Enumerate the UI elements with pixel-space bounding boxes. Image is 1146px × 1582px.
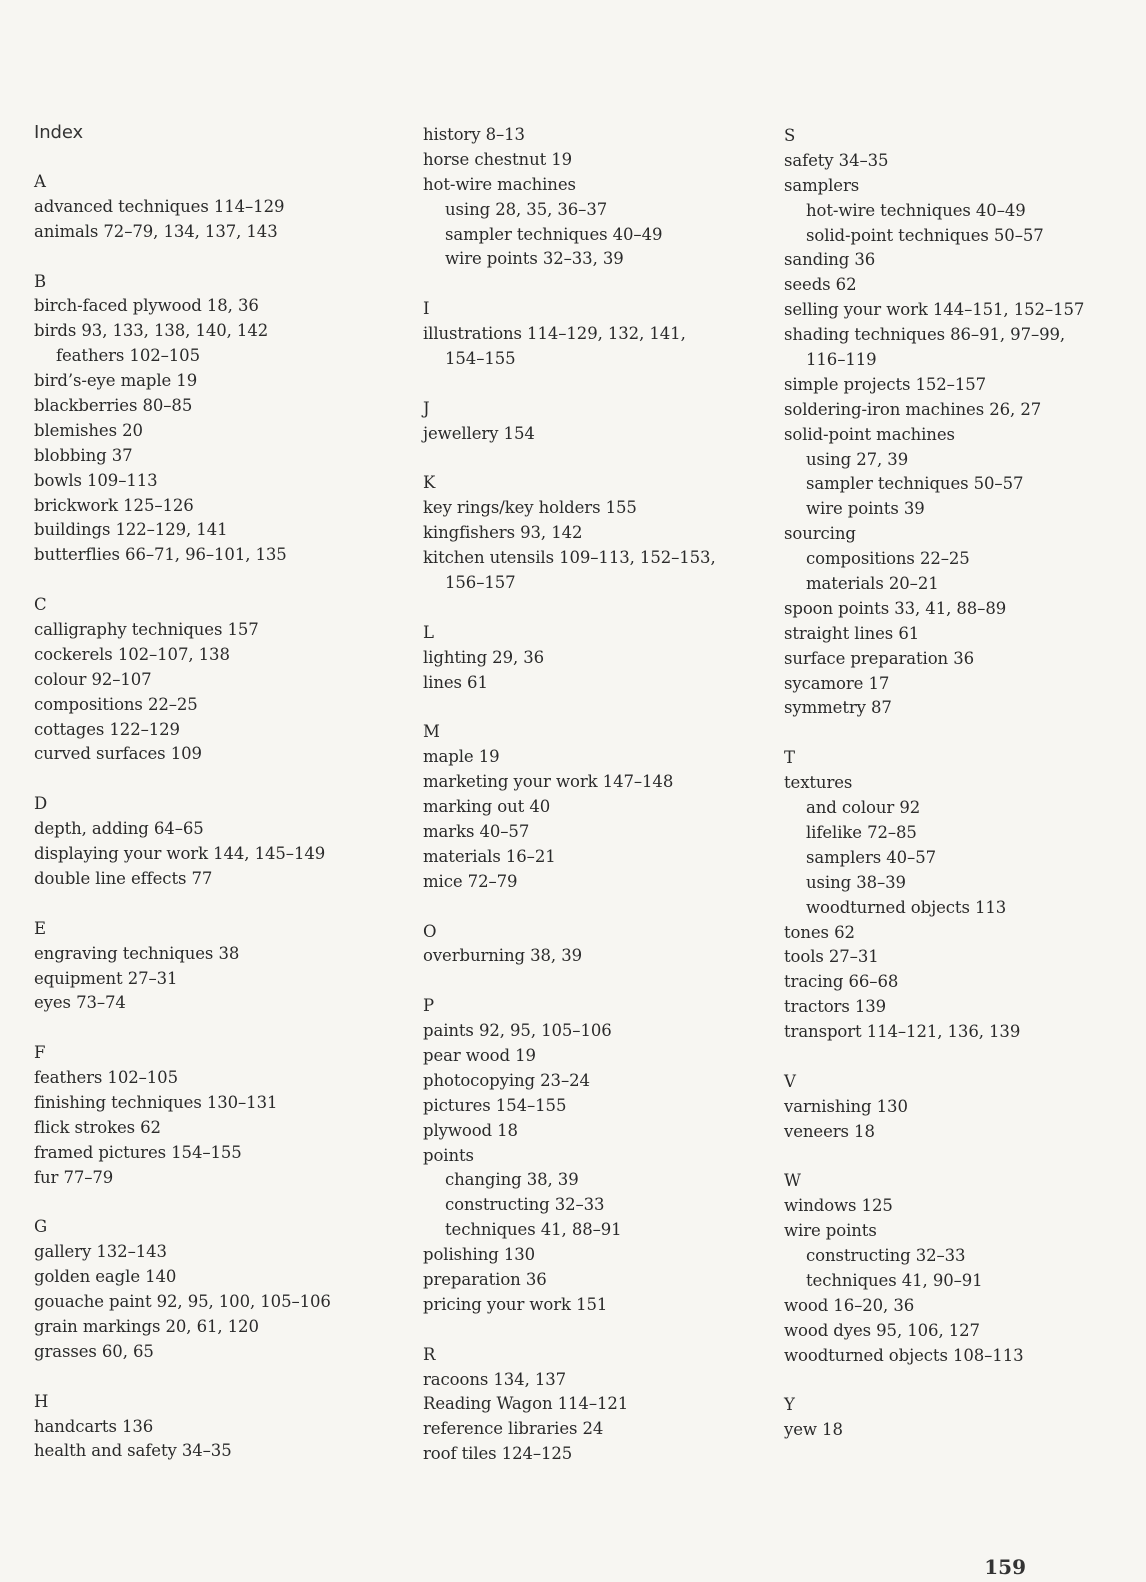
index-subentry: materials 20–21 — [806, 574, 939, 594]
index-entry: depth, adding 64–65 — [34, 819, 204, 839]
index-entry: illustrations 114–129, 132, 141, — [423, 324, 686, 344]
section-letter: L — [423, 622, 434, 642]
index-entry: animals 72–79, 134, 137, 143 — [34, 221, 278, 241]
index-entry: simple projects 152–157 — [784, 374, 987, 394]
index-subentry: sampler techniques 50–57 — [806, 474, 1024, 494]
index-entry: wire points — [784, 1221, 877, 1241]
index-section — [34, 593, 331, 767]
index-entry: jewellery 154 — [423, 423, 535, 443]
section-letter: A — [34, 172, 46, 191]
index-entry: equipment 27–31 — [34, 968, 178, 988]
index-entry: feathers 102–105 — [34, 1068, 178, 1088]
index-subentry: hot-wire techniques 40–49 — [806, 200, 1026, 220]
index-entry: textures — [784, 773, 853, 793]
index-entry: points — [423, 1145, 474, 1165]
index-subentry: using 27, 39 — [806, 449, 909, 469]
index-entry: bowls 109–113 — [34, 470, 158, 490]
index-subentry: wire points 32–33, 39 — [445, 249, 624, 269]
index-section — [784, 1393, 1084, 1443]
index-section — [34, 1215, 331, 1364]
section-letter: O — [423, 921, 437, 941]
index-subentry: lifelike 72–85 — [806, 822, 917, 842]
index-entry: tractors 139 — [784, 997, 887, 1017]
index-entry: health and safety 34–35 — [34, 1441, 232, 1461]
index-entry: seeds 62 — [784, 275, 857, 295]
index-entry: varnishing 130 — [784, 1096, 908, 1116]
index-entry: finishing techniques 130–131 — [34, 1092, 278, 1112]
index-entry: 116–119 — [806, 350, 877, 370]
index-subentry: and colour 92 — [806, 798, 921, 818]
index-entry: materials 16–21 — [423, 846, 556, 866]
section-letter: K — [423, 473, 436, 493]
index-entry: fur 77–79 — [34, 1167, 114, 1187]
section-letter: S — [784, 126, 796, 145]
index-section — [423, 994, 716, 1318]
index-entry: surface preparation 36 — [784, 648, 975, 668]
index-section — [784, 124, 1084, 721]
index-entry: selling your work 144–151, 152–157 — [784, 300, 1085, 320]
index-entry: sourcing — [784, 524, 856, 544]
index-entry: preparation 36 — [423, 1269, 547, 1289]
index-entry: soldering-iron machines 26, 27 — [784, 399, 1042, 419]
index-section — [34, 792, 331, 892]
index-section — [34, 1041, 331, 1190]
index-section — [34, 170, 331, 245]
section-letter: C — [34, 595, 47, 615]
section-letter: E — [34, 918, 46, 938]
index-entry: sanding 36 — [784, 250, 876, 270]
index-entry: eyes 73–74 — [34, 993, 126, 1013]
index-entry: framed pictures 154–155 — [34, 1142, 242, 1162]
index-entry: sycamore 17 — [784, 673, 890, 693]
index-entry: kingfishers 93, 142 — [423, 523, 583, 543]
index-entry: horse chestnut 19 — [423, 149, 573, 169]
index-column-2 — [423, 123, 716, 1467]
section-letter: H — [34, 1391, 49, 1411]
section-letter: G — [34, 1217, 48, 1237]
index-entry: transport 114–121, 136, 139 — [784, 1022, 1021, 1042]
section-letter: T — [784, 748, 795, 768]
index-column-3 — [784, 124, 1084, 1443]
section-letter: M — [423, 722, 440, 742]
index-entry: key rings/key holders 155 — [423, 498, 637, 518]
index-entry: wood 16–20, 36 — [784, 1295, 915, 1315]
page-title: Index — [34, 122, 84, 143]
section-letter: J — [423, 398, 430, 418]
index-section — [423, 720, 716, 894]
index-entry: windows 125 — [784, 1196, 893, 1216]
index-subentry: changing 38, 39 — [445, 1170, 579, 1190]
index-entry: blobbing 37 — [34, 445, 133, 465]
index-subentry: woodturned objects 113 — [806, 897, 1007, 917]
index-entry: Reading Wagon 114–121 — [423, 1394, 629, 1414]
index-entry: gallery 132–143 — [34, 1242, 167, 1262]
index-entry: pictures 154–155 — [423, 1095, 567, 1115]
index-entry: 156–157 — [445, 573, 516, 593]
index-section — [423, 123, 716, 272]
index-entry: hot-wire machines — [423, 174, 576, 194]
index-entry: cockerels 102–107, 138 — [34, 644, 230, 664]
index-entry: safety 34–35 — [784, 150, 889, 170]
index-entry: birds 93, 133, 138, 140, 142 — [34, 321, 269, 341]
index-entry: pear wood 19 — [423, 1045, 536, 1065]
index-entry: birch-faced plywood 18, 36 — [34, 296, 259, 316]
index-entry: straight lines 61 — [784, 623, 920, 643]
index-entry: colour 92–107 — [34, 669, 152, 689]
index-entry: symmetry 87 — [784, 698, 892, 718]
index-entry: grasses 60, 65 — [34, 1341, 154, 1361]
index-entry: cottages 122–129 — [34, 719, 180, 739]
index-entry: plywood 18 — [423, 1120, 518, 1140]
index-entry: polishing 130 — [423, 1245, 536, 1265]
section-letter: F — [34, 1043, 46, 1063]
index-entry: pricing your work 151 — [423, 1294, 608, 1314]
index-entry: shading techniques 86–91, 97–99, — [784, 325, 1066, 345]
index-entry: engraving techniques 38 — [34, 943, 240, 963]
index-entry: brickwork 125–126 — [34, 495, 194, 515]
index-section — [34, 1390, 331, 1465]
section-letter: D — [34, 794, 48, 814]
index-entry: curved surfaces 109 — [34, 744, 202, 764]
index-subentry: samplers 40–57 — [806, 847, 936, 867]
index-section — [423, 1343, 716, 1467]
index-section — [784, 746, 1084, 1045]
index-section — [784, 1169, 1084, 1368]
index-entry: buildings 122–129, 141 — [34, 520, 228, 540]
index-entry: reference libraries 24 — [423, 1419, 604, 1439]
index-entry: mice 72–79 — [423, 871, 518, 891]
index-entry: calligraphy techniques 157 — [34, 620, 259, 640]
index-entry: tracing 66–68 — [784, 972, 899, 992]
index-subentry: constructing 32–33 — [445, 1195, 605, 1215]
section-letter: R — [423, 1344, 436, 1364]
index-entry: photocopying 23–24 — [423, 1070, 590, 1090]
index-entry: handcarts 136 — [34, 1416, 154, 1436]
index-entry: racoons 134, 137 — [423, 1369, 567, 1389]
index-subentry: sampler techniques 40–49 — [445, 224, 663, 244]
index-entry: bird’s-eye maple 19 — [34, 371, 198, 391]
index-entry: blemishes 20 — [34, 420, 143, 440]
index-entry: double line effects 77 — [34, 868, 213, 888]
index-entry: golden eagle 140 — [34, 1267, 177, 1287]
index-entry: wood dyes 95, 106, 127 — [784, 1320, 980, 1340]
index-entry: veneers 18 — [784, 1121, 875, 1141]
index-entry: marking out 40 — [423, 797, 551, 817]
index-entry: grain markings 20, 61, 120 — [34, 1316, 259, 1336]
index-entry: marketing your work 147–148 — [423, 772, 674, 792]
index-section — [423, 621, 716, 696]
index-entry: kitchen utensils 109–113, 152–153, — [423, 548, 716, 568]
section-letter: I — [423, 299, 430, 319]
index-section — [423, 397, 716, 447]
index-entry: marks 40–57 — [423, 821, 530, 841]
index-section — [784, 1070, 1084, 1145]
index-subentry: techniques 41, 88–91 — [445, 1220, 622, 1240]
section-letter: Y — [784, 1395, 795, 1415]
index-entry: roof tiles 124–125 — [423, 1444, 573, 1464]
index-entry: woodturned objects 108–113 — [784, 1345, 1024, 1365]
index-entry: history 8–13 — [423, 125, 525, 144]
index-subentry: solid-point techniques 50–57 — [806, 225, 1044, 245]
index-entry: compositions 22–25 — [34, 694, 198, 714]
index-subentry: wire points 39 — [806, 499, 925, 519]
index-entry: tones 62 — [784, 922, 855, 942]
index-section — [423, 920, 716, 970]
index-entry: blackberries 80–85 — [34, 396, 193, 416]
section-letter: P — [423, 996, 435, 1016]
index-subentry: using 38–39 — [806, 872, 906, 892]
index-section — [34, 917, 331, 1017]
index-entry: paints 92, 95, 105–106 — [423, 1021, 612, 1041]
section-letter: W — [784, 1171, 801, 1191]
index-entry: solid-point machines — [784, 424, 955, 444]
index-subentry: using 28, 35, 36–37 — [445, 199, 608, 219]
index-subentry: feathers 102–105 — [56, 346, 200, 366]
index-entry: yew 18 — [784, 1420, 843, 1440]
index-subentry: techniques 41, 90–91 — [806, 1270, 983, 1290]
page-number: 159 — [984, 1555, 1026, 1579]
index-entry: overburning 38, 39 — [423, 946, 583, 966]
index-entry: samplers — [784, 175, 860, 195]
index-entry: flick strokes 62 — [34, 1117, 161, 1137]
index-entry: lighting 29, 36 — [423, 647, 545, 667]
section-letter: V — [784, 1071, 796, 1091]
index-entry: advanced techniques 114–129 — [34, 196, 285, 216]
index-column-1 — [34, 121, 331, 1464]
index-entry: maple 19 — [423, 747, 500, 767]
index-section — [423, 297, 716, 372]
index-entry: tools 27–31 — [784, 947, 879, 967]
index-subentry: compositions 22–25 — [806, 549, 970, 569]
index-section — [423, 471, 716, 595]
index-entry: lines 61 — [423, 672, 488, 692]
index-entry: spoon points 33, 41, 88–89 — [784, 598, 1007, 618]
index-entry: gouache paint 92, 95, 100, 105–106 — [34, 1292, 331, 1312]
index-entry: 154–155 — [445, 349, 516, 369]
index-subentry: constructing 32–33 — [806, 1246, 966, 1266]
index-entry: butterflies 66–71, 96–101, 135 — [34, 545, 287, 565]
index-section — [34, 270, 331, 569]
index-entry: displaying your work 144, 145–149 — [34, 844, 326, 864]
section-letter: B — [34, 271, 47, 291]
